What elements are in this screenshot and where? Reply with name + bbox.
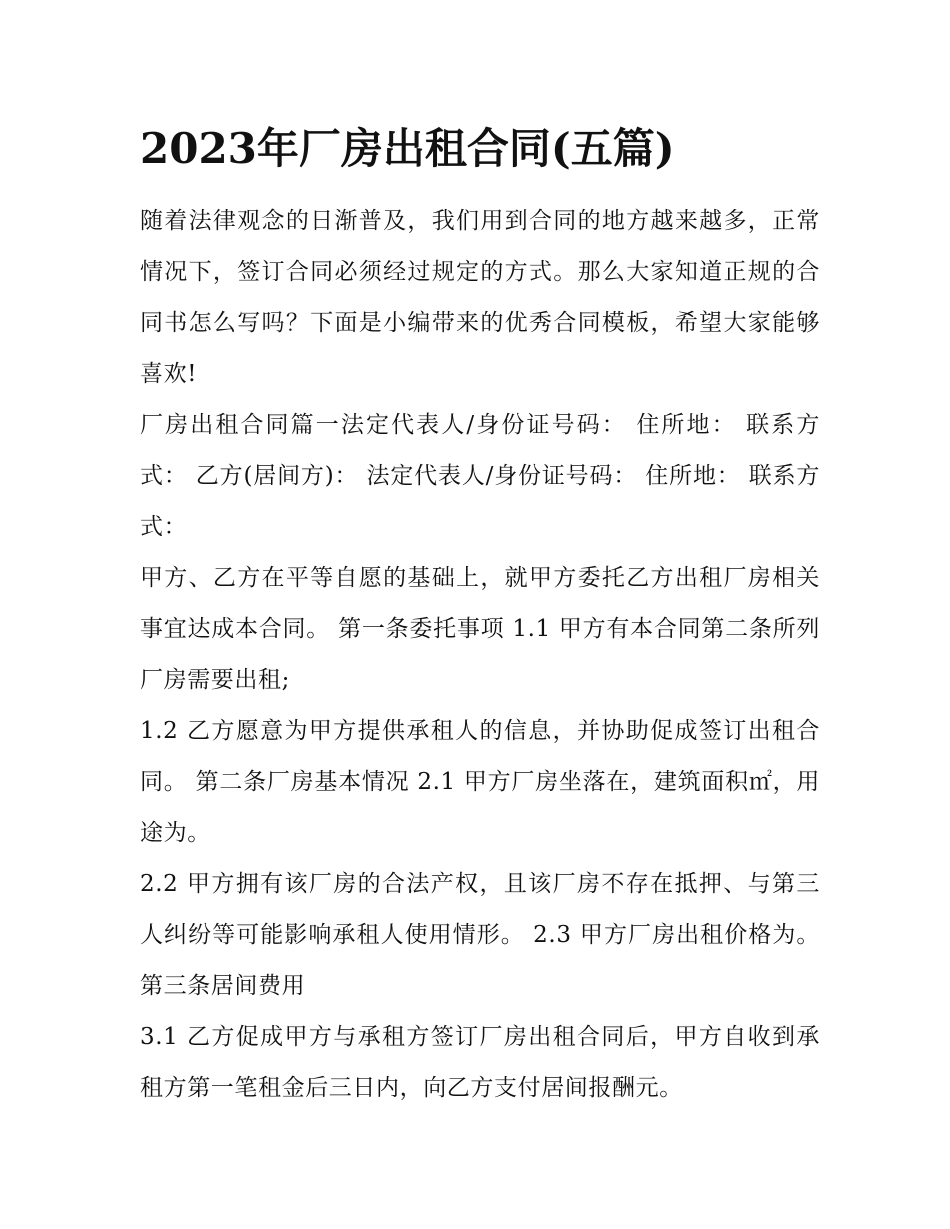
document-body <box>140 118 820 1114</box>
paragraph-article-3: 3.1 乙方促成甲方与承租方签订厂房出租合同后，甲方自收到承租方第一笔租金后三日内，向乙方支付居间报酬元。 <box>140 1024 820 1101</box>
paragraph-article-1: 甲方、乙方在平等自愿的基础上，就甲方委托乙方出租厂房相关事宜达成本合同。 第一条委托事项 1.1 甲方有本合同第二条所列厂房需要出租; <box>140 565 820 693</box>
paragraph-parties: 厂房出租合同篇一法定代表人/身份证号码： 住所地： 联系方式： 乙方(居间方)： 法定代表人/身份证号码： 住所地： 联系方式： <box>140 412 820 540</box>
document-title: 2023年厂房出租合同(五篇) <box>140 124 675 173</box>
paragraph-article-2: 1.2 乙方愿意为甲方提供承租人的信息，并协助促成签订出租合同。 第二条厂房基本情况 2.1 甲方厂房坐落在，建筑面积㎡，用途为。 <box>140 718 820 846</box>
paragraph-intro: 随着法律观念的日渐普及，我们用到合同的地方越来越多，正常情况下，签订合同必须经过规定的方式。那么大家知道正规的合同书怎么写吗？下面是小编带来的优秀合同模板，希望大家能够喜欢! <box>140 208 820 387</box>
paragraph-article-2-3: 2.2 甲方拥有该厂房的合法产权，且该厂房不存在抵押、与第三人纠纷等可能影响承租人使用情形。 2.3 甲方厂房出租价格为。 第三条居间费用 <box>140 871 820 999</box>
